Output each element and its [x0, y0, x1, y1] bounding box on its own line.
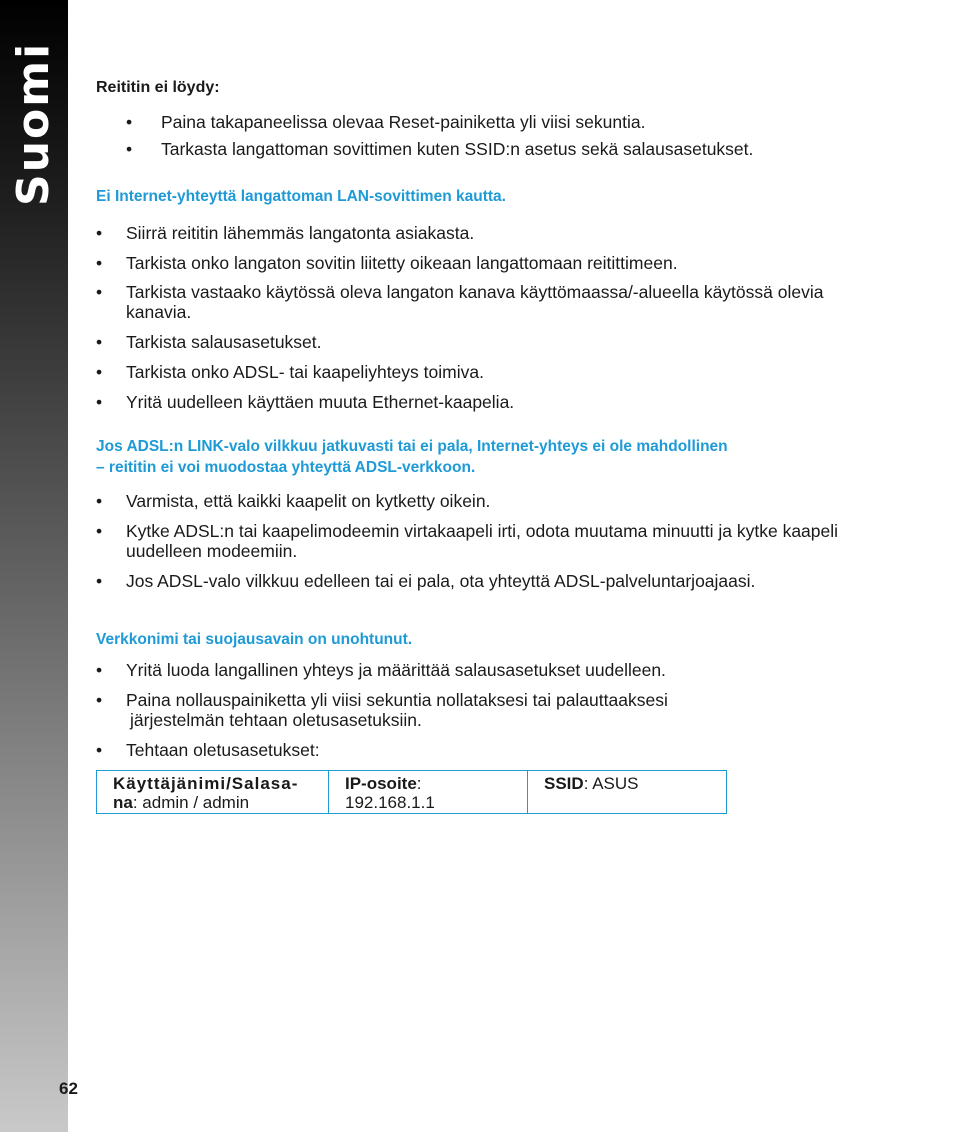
troubleshooting-content — [96, 76, 886, 814]
table-cell-ssid: SSID: ASUS — [528, 771, 727, 814]
language-side-band — [0, 0, 68, 1132]
list-item: • Tarkista onko ADSL- tai kaapeliyhteys toimiva. — [96, 362, 484, 382]
router-not-found-list — [96, 112, 886, 159]
table-row — [97, 771, 727, 814]
list-item: • Paina nollauspainiketta yli viisi sekuntia nollataksesi tai palauttaaksesi järjestelmän tehtaan oletusasetuksiin. — [96, 690, 668, 730]
list-item: • Tehtaan oletusasetukset: — [96, 740, 320, 760]
forgot-key-list — [96, 660, 886, 760]
page-number: 62 — [59, 1079, 78, 1098]
list-item: • Siirrä reititin lähemmäs langatonta asiakasta. — [96, 223, 475, 243]
list-item: • Jos ADSL-valo vilkkuu edelleen tai ei pala, ota yhteyttä ADSL-palveluntarjoajaasi. — [96, 571, 756, 591]
table-cell-credentials: Käyttäjänimi/Salasa- na: admin / admin — [97, 771, 329, 814]
section-heading-no-internet-wlan: Ei Internet-yhteyttä langattoman LAN-sovittimen kautta. — [96, 188, 506, 205]
list-item: • Paina takapaneelissa olevaa Reset-painiketta yli viisi sekuntia. — [126, 112, 646, 132]
list-item: • Kytke ADSL:n tai kaapelimodeemin virtakaapeli irti, odota muutama minuutti ja kytke kaapeli uudelleen modeemiin. — [96, 521, 839, 561]
list-item: • Varmista, että kaikki kaapelit on kytketty oikein. — [96, 491, 491, 511]
section-heading-adsl-link: Jos ADSL:n LINK-valo vilkkuu jatkuvasti tai ei pala, Internet-yhteys ei ole mahdollinen – reititin ei voi muodostaa yhteyttä ADSL-verkkoon. — [96, 438, 728, 476]
list-item: • Yritä luoda langallinen yhteys ja määrittää salausasetukset uudelleen. — [96, 660, 666, 680]
list-item: • Tarkista salausasetukset. — [96, 332, 322, 352]
language-title: Suomi — [8, 41, 59, 206]
list-item: • Tarkista vastaako käytössä oleva langaton kanava käyttömaassa/-alueella käytössä olevia kanavia. — [96, 282, 824, 322]
list-item: • Tarkasta langattoman sovittimen kuten SSID:n asetus sekä salausasetukset. — [126, 139, 754, 159]
section-heading-router-not-found: Reititin ei löydy: — [96, 79, 220, 96]
list-item: • Yritä uudelleen käyttäen muuta Ethernet-kaapelia. — [96, 392, 515, 412]
section-heading-forgot-key: Verkkonimi tai suojausavain on unohtunut. — [96, 631, 413, 648]
no-internet-wlan-list — [96, 223, 886, 412]
default-settings-table — [96, 770, 727, 814]
list-item: • Tarkista onko langaton sovitin liitetty oikeaan langattomaan reitittimeen. — [96, 253, 678, 273]
table-cell-ip: IP-osoite: 192.168.1.1 — [329, 771, 528, 814]
adsl-link-list — [96, 491, 886, 591]
